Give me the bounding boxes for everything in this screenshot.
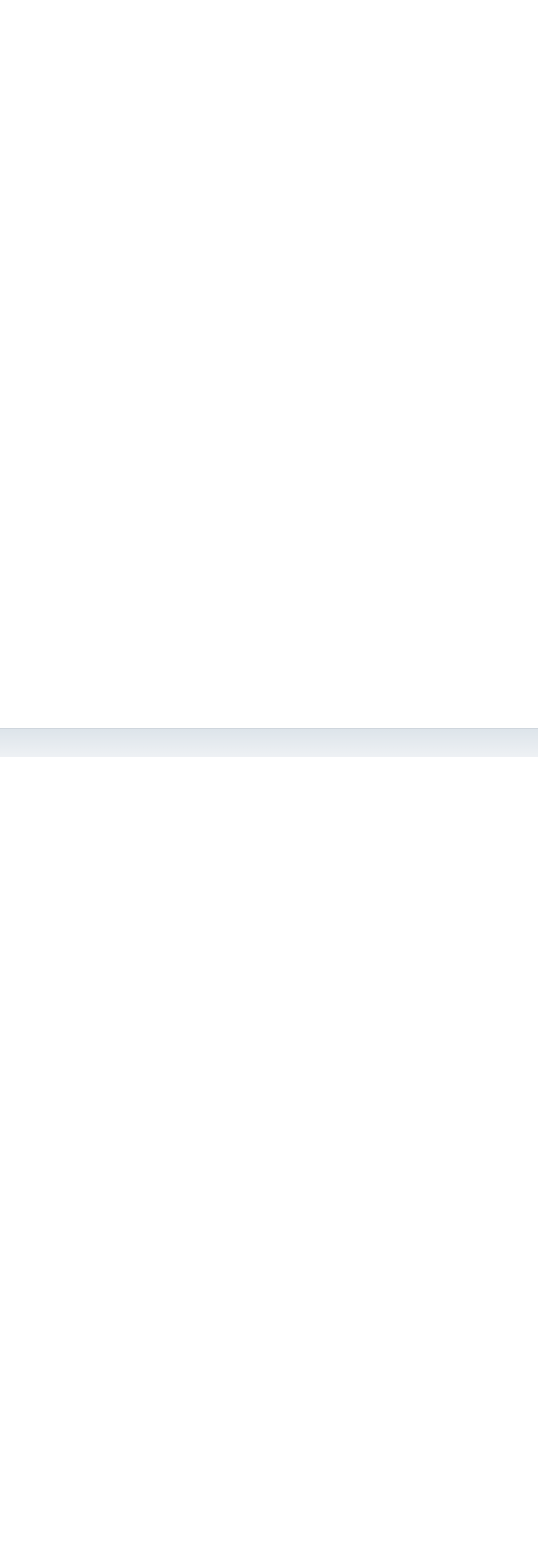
worksheet-page-top [0,0,538,728]
page-separator [0,728,538,758]
blank-area [0,757,538,827]
